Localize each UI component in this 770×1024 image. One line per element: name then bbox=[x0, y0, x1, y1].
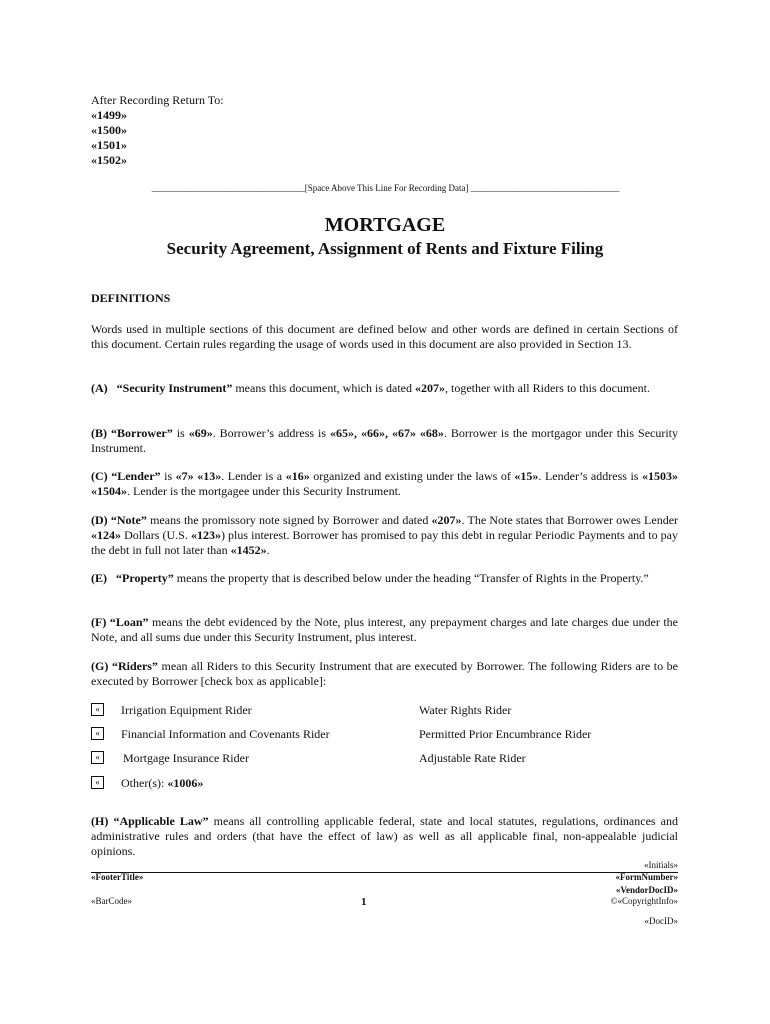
financial-rider-checkbox[interactable]: « bbox=[91, 727, 104, 740]
def-label: (G) bbox=[91, 659, 109, 673]
def-value: «207» bbox=[414, 381, 445, 395]
def-text: organized and existing under the laws of bbox=[309, 469, 515, 483]
def-value: «123» bbox=[190, 528, 221, 542]
def-value: «207» bbox=[431, 513, 462, 527]
def-value: «69» bbox=[188, 426, 213, 440]
def-text: means this document, which is dated bbox=[232, 381, 415, 395]
def-text: mean all Riders to this Security Instrument that are executed by Borrower. The following Riders are to be executed by Borrower [check box as applicable]: bbox=[91, 659, 679, 688]
rider-other-label: Other(s): bbox=[121, 776, 168, 790]
return-address-block bbox=[91, 93, 224, 168]
def-text: . Lender is the mortgagee under this Security Instrument. bbox=[127, 484, 401, 498]
def-value: «1452» bbox=[230, 543, 267, 557]
footer-form-number: «FormNumber» bbox=[615, 872, 678, 882]
def-label: (C) bbox=[91, 469, 108, 483]
rider-label: Mortgage Insurance Rider bbox=[123, 751, 249, 765]
def-text: is bbox=[172, 426, 189, 440]
rider-other-value: «1006» bbox=[167, 776, 204, 790]
return-line: «1499» bbox=[91, 108, 127, 122]
rider-label: Financial Information and Covenants Rider bbox=[121, 727, 330, 741]
rider-row bbox=[91, 751, 678, 767]
rider-label: Irrigation Equipment Rider bbox=[121, 703, 252, 717]
footer-vendor-doc-id: «VendorDocID» bbox=[615, 885, 678, 895]
def-text: . bbox=[266, 543, 270, 557]
footer-barcode: «BarCode» bbox=[91, 896, 132, 906]
definition-b bbox=[91, 426, 678, 456]
footer-copyright: ©«CopyrightInfo» bbox=[610, 896, 678, 906]
footer-initials: «Initials» bbox=[644, 860, 678, 870]
intro-paragraph: Words used in multiple sections of this document are defined below and other words are defined in certain Sections of this document. Certain rules regarding the usage of words used in this document are also provided in Section 13. bbox=[91, 322, 678, 351]
def-term: “Note” bbox=[110, 513, 147, 527]
return-line: «1500» bbox=[91, 123, 127, 137]
def-value: «7» «13» bbox=[175, 469, 222, 483]
page-number: 1 bbox=[361, 896, 367, 908]
def-label: (D) bbox=[91, 513, 108, 527]
def-text: ) plus interest. Borrower has promised to pay this debt in regular Periodic Payments and to pay the debt in full not later than bbox=[91, 528, 678, 557]
rider-label: Adjustable Rate Rider bbox=[419, 751, 526, 765]
definition-f bbox=[91, 615, 678, 645]
def-label: (H) bbox=[91, 814, 109, 828]
definition-d bbox=[91, 513, 678, 558]
def-text: . Borrower is the mortgagor under this Security Instrument. bbox=[91, 426, 679, 455]
def-term: “Lender” bbox=[111, 469, 161, 483]
def-label: (B) bbox=[91, 426, 107, 440]
definition-e bbox=[91, 571, 678, 586]
def-text: means all controlling applicable federal, state and local statutes, regulations, ordinances and administrative rules and orders (that have the effect of law) as well as all applicable final, non-appealable judicial opinions. bbox=[91, 814, 678, 858]
footer-doc-id: «DocID» bbox=[644, 916, 678, 926]
rider-label: Water Rights Rider bbox=[419, 703, 512, 717]
def-text: , together with all Riders to this document. bbox=[444, 381, 650, 395]
return-label: After Recording Return To: bbox=[91, 93, 224, 107]
def-term: “Applicable Law” bbox=[113, 814, 209, 828]
def-term: “Property” bbox=[116, 571, 174, 585]
irrigation-rider-checkbox[interactable]: « bbox=[91, 703, 104, 716]
document-subtitle: Security Agreement, Assignment of Rents and Fixture Filing bbox=[166, 239, 604, 258]
def-text: . Borrower’s address is bbox=[212, 426, 331, 440]
def-value: «16» bbox=[285, 469, 310, 483]
rider-label: Permitted Prior Encumbrance Rider bbox=[419, 727, 592, 741]
mortgage-insurance-rider-checkbox[interactable]: « bbox=[91, 751, 104, 764]
rider-row bbox=[91, 727, 678, 743]
def-value: «15» bbox=[514, 469, 539, 483]
return-line: «1502» bbox=[91, 153, 127, 167]
footer-divider bbox=[91, 872, 678, 873]
footer-title: «FooterTitle» bbox=[91, 872, 144, 882]
def-value: «1503» «1504» bbox=[91, 469, 679, 498]
def-text: Dollars (U.S. bbox=[121, 528, 191, 542]
definition-h bbox=[91, 814, 678, 859]
def-text: is bbox=[160, 469, 176, 483]
def-value: «65», «66», «67» «68» bbox=[330, 426, 444, 440]
def-label: (F) bbox=[91, 615, 107, 629]
def-text: means the promissory note signed by Borrower and dated bbox=[146, 513, 432, 527]
def-term: “Loan” bbox=[109, 615, 149, 629]
def-term: “Security Instrument” bbox=[116, 381, 233, 395]
def-label: (A) bbox=[91, 381, 108, 395]
document-title: MORTGAGE bbox=[324, 214, 446, 236]
def-text: means the debt evidenced by the Note, plus interest, any prepayment charges and late charges due under the Note, and all sums due under this Security Instrument, plus interest. bbox=[91, 615, 678, 644]
definition-c bbox=[91, 469, 678, 499]
def-value: «124» bbox=[91, 528, 121, 542]
return-line: «1501» bbox=[91, 138, 127, 152]
def-text: . Lender’s address is bbox=[538, 469, 643, 483]
definitions-heading: DEFINITIONS bbox=[91, 291, 171, 305]
def-text: . The Note states that Borrower owes Lender bbox=[461, 513, 679, 527]
definition-g bbox=[91, 659, 678, 689]
def-term: “Borrower” bbox=[110, 426, 173, 440]
def-text: means the property that is described below under the heading “Transfer of Rights in the Property.” bbox=[173, 571, 649, 585]
rider-other bbox=[121, 776, 203, 791]
def-term: “Riders” bbox=[111, 659, 158, 673]
rider-row bbox=[91, 776, 678, 792]
rider-row bbox=[91, 703, 678, 719]
def-label: (E) bbox=[91, 571, 107, 585]
other-rider-checkbox[interactable]: « bbox=[91, 776, 104, 789]
recording-space-line: __________________________________[Space Above This Line For Recording Data] _________________________________ bbox=[151, 183, 620, 193]
definition-a bbox=[91, 381, 678, 396]
def-text: . Lender is a bbox=[221, 469, 286, 483]
